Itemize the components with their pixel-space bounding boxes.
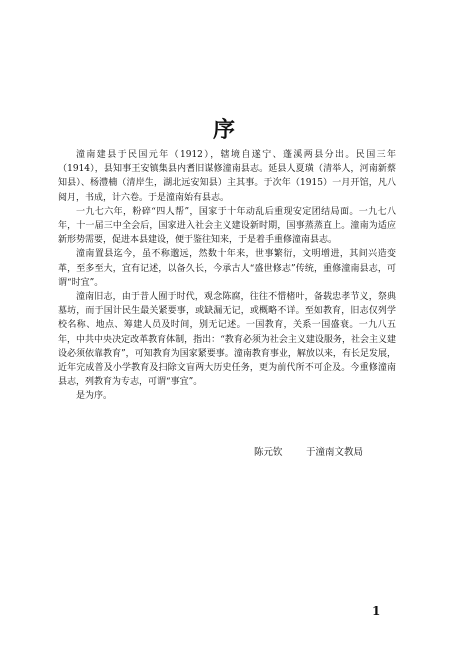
paragraph: 潼南旧志，由于昔人囿于时代，观念陈腐，往往不惜楮叶，备载忠孝节义，祭典墓坊，而于国计民生最关紧要事，或缺漏无记，或概略不详。至如教育，旧志仅列学校名称、地点、筹建人员及时间，别无记述。一国教育，关系一国盛衰。一九八五年，中共中央决定改革教育体制，指出：“教育必须为社会主义建设服务，社会主义建设必须依靠教育”，可知教育为国家紧要事。潼南教育事业，解放以来，有长足发展，近年完成普及小学教育及扫除文盲两大历史任务，更为前代所不可企及。今重修潼南县志，列教育为专志，可谓“事宜”。 [58,292,396,388]
signature-place: 于潼南文教局 [306,447,364,458]
paragraph: 一九七六年，粉碎“四人帮”，国家于十年动乱后重现安定团结局面。一九七八年，十一届三中全会后，国家进入社会主义建设新时期，国事蒸蒸直上。潼南为适应新形势需要，促进本县建设，便于鉴往知来，于是着手重修潼南县志。 [58,206,396,246]
signature-author: 陈元钦 [254,447,283,458]
paragraph: 潼南置县迄今，虽不称邈远，然数十年来，世事繁衍，文明增进，其间兴造变革，至多至大，宜有记述，以备久长，今承古人“盛世修志”传统，重修潼南县志，可谓“时宜”。 [58,249,396,288]
closing-line: 是为序。 [76,391,113,402]
preface-body [58,148,396,404]
page-title: 序 [212,117,237,143]
page-number: 1 [372,604,381,618]
paragraph: 潼南建县于民国元年（1912），辖境自遂宁、蓬溪两县分出。民国三年（1914），县知事王安镇集县内耆旧谋修潼南县志。延县人夏璜（清举人，河南新蔡知县）、杨澧楠（清岸生，湖北远安知县）主其事。于次年（1915）一月开馆，凡八阅月，书成，计六卷。于是潼南始有县志。 [58,150,396,203]
